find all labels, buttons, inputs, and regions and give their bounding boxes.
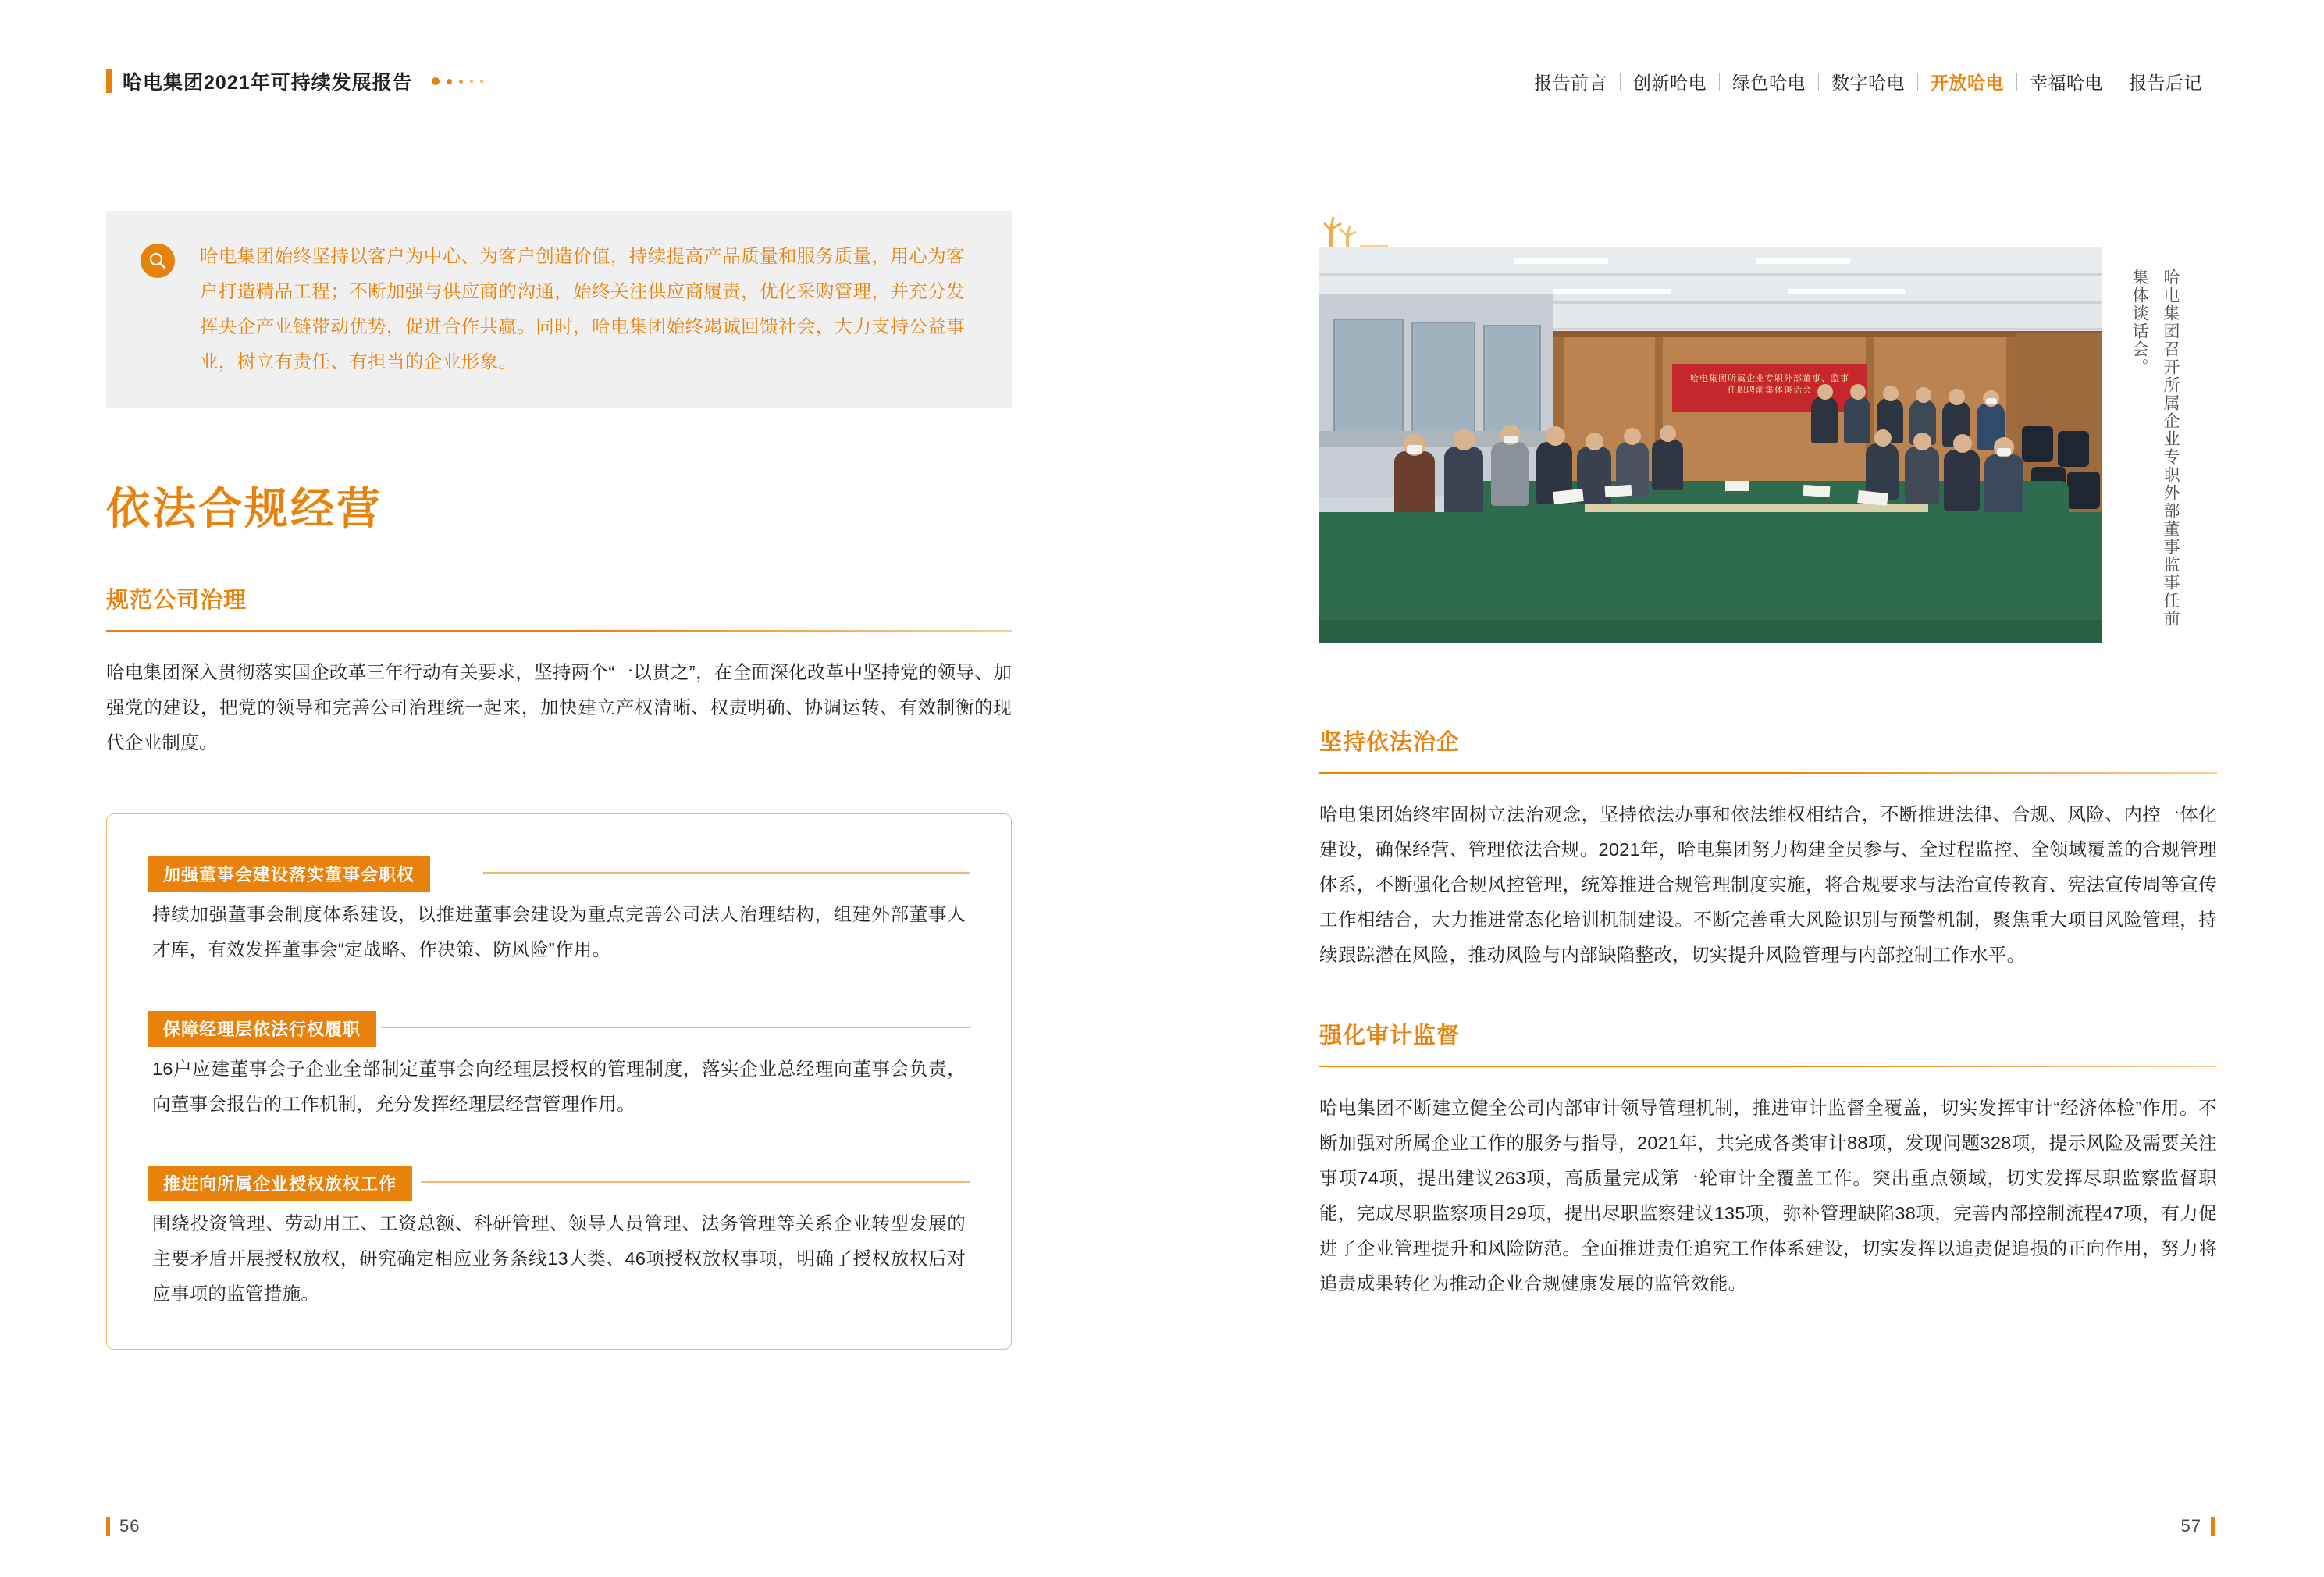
card-tag-label-1: 保障经理层依法行权履职 (148, 1011, 376, 1047)
page-header (0, 67, 2324, 114)
nav-item-1[interactable]: 创新哈电 (1633, 73, 1707, 93)
card-body-0: 持续加强董事会制度体系建设，以推进董事会建设为重点完善公司法人治理结构，组建外部董事人才库，有效发挥董事会“定战略、作决策、防风险”作用。 (152, 904, 966, 959)
decorative-dots (432, 77, 483, 85)
rule-of-law-body-text: 哈电集团始终牢固树立法治观念，坚持依法办事和依法维权相结合，不断推进法律、合规、风险、内控一体化建设，确保经营、管理依法合规。2021年，哈电集团努力构建全员参与、全过程监控、全领域覆盖的合规管理体系，不断强化合规风控管理，统筹推进合规管理制度实施，将合规要求与法治宣传教育、宪法宣传周等宣传工作相结合，大力推进常态化培训机制建设。不断完善重大风险识别与预警机制，聚焦重大项目风险管理，持续跟踪潜在风险，推动风险与内部缺陷整改，切实提升风险管理与内部控制工作水平。 (1319, 804, 2217, 965)
nav-item-0[interactable]: 报告前言 (1534, 73, 1607, 93)
card-tag-rule (483, 872, 970, 874)
photo-block (1319, 211, 2217, 679)
card-body-1: 16户应建董事会子企业全部制定董事会向经理层授权的管理制度，落实企业总经理向董事会负责，向董事会报告的工作机制，充分发挥经理层经营管理作用。 (152, 1059, 966, 1114)
heading-rule (106, 630, 1012, 632)
heading-rule (1319, 772, 2217, 774)
right-page-column (1319, 211, 2217, 1301)
intro-callout (106, 211, 1012, 408)
card-tag-row (148, 1166, 970, 1197)
nav-item-5[interactable]: 幸福哈电 (2030, 73, 2103, 93)
nav-item-3[interactable]: 数字哈电 (1831, 73, 1905, 93)
audit-body-text: 哈电集团不断建立健全公司内部审计领导管理机制，推进审计监督全覆盖，切实发挥审计“经济体检”作用。不断加强对所属企业工作的服务与指导，2021年，共完成各类审计88项，发现问题328项，提示风险及需要关注事项74项，提出建议263项，高质量完成第一轮审计全覆盖工作。突出重点领域，切实发挥尽职监察监督职能，完成尽职监察项目29项，提出尽职监察建议135项，弥补管理缺陷38项，完善内部控制流程47项，有力促进了企业管理提升和风险防范。全面推进责任追究工作体系建设，切实发挥以追责促追损的正向作用，努力将追责成果转化为推动企业合规健康发展的监管效能。 (1319, 1098, 2217, 1294)
governance-card-1 (148, 1011, 970, 1122)
card-tag-label-0: 加强董事会建设落实董事会职权 (148, 856, 430, 892)
section-title: 依法合规经营 (106, 484, 383, 533)
page-number-right: 57 (2180, 1516, 2201, 1536)
footer-left (106, 1516, 140, 1536)
header-nav[interactable] (1521, 69, 2215, 94)
subsection-heading-governance: 规范公司治理 (106, 588, 247, 613)
subsection-heading-rule-of-law: 坚持依法治企 (1319, 730, 1461, 755)
governance-body-text: 哈电集团深入贯彻落实国企改革三年行动有关要求，坚持两个“一以贯之”，在全面深化改革中坚持党的领导、加强党的建设，把党的领导和完善公司治理统一起来，加快建立产权清晰、权责明确、协调运转、有效制衡的现代企业制度。 (106, 662, 1012, 753)
report-title: 哈电集团2021年可持续发展报告 (123, 72, 413, 94)
card-tag-label-2: 推进向所属企业授权放权工作 (148, 1166, 412, 1201)
footer-accent-bar (2211, 1517, 2215, 1536)
nav-item-4-active[interactable]: 开放哈电 (1931, 73, 2004, 93)
header-accent-bar (106, 69, 112, 93)
page-number-left: 56 (119, 1516, 141, 1536)
card-tag-row (148, 856, 970, 888)
card-tag-rule (421, 1181, 970, 1183)
governance-card-group (106, 813, 1012, 1350)
photo-caption: 哈电集团召开所属企业专职外部董事监事任前集体谈话会。 (2130, 269, 2180, 628)
card-body-2: 围绕投资管理、劳动用工、工资总额、科研管理、领导人员管理、法务管理等关系企业转型发展的主要矛盾开展授权放权，研究确定相应业务条线13大类、46项授权放权事项，明确了授权放权后对应事项的监管措施。 (152, 1213, 966, 1304)
intro-callout-text: 哈电集团始终坚持以客户为中心、为客户创造价值，持续提高产品质量和服务质量，用心为客户打造精品工程；不断加强与供应商的沟通，始终关注供应商履责，优化采购管理，并充分发挥央企产业链带动优势，促进合作共赢。同时，哈电集团始终竭诚回馈社会，大力支持公益事业，树立有责任、有担当的企业形象。 (200, 246, 965, 372)
governance-card-2 (148, 1166, 970, 1312)
heading-rule (1319, 1066, 2217, 1067)
footer-right (2181, 1516, 2215, 1536)
left-page-column (106, 211, 1012, 1350)
nav-item-6[interactable]: 报告后记 (2129, 73, 2202, 93)
subsection-heading-audit: 强化审计监督 (1319, 1023, 1461, 1048)
card-tag-row (148, 1011, 970, 1042)
card-tag-rule (382, 1027, 970, 1028)
governance-card-0 (148, 856, 970, 967)
header-brand (106, 67, 483, 95)
meeting-photo: 哈电集团所属企业专职外部董事、监事 任职聘前集体谈话会 (1319, 247, 2102, 643)
search-icon (141, 244, 175, 278)
nav-item-2[interactable]: 绿色哈电 (1732, 73, 1806, 93)
footer-accent-bar (106, 1517, 110, 1536)
